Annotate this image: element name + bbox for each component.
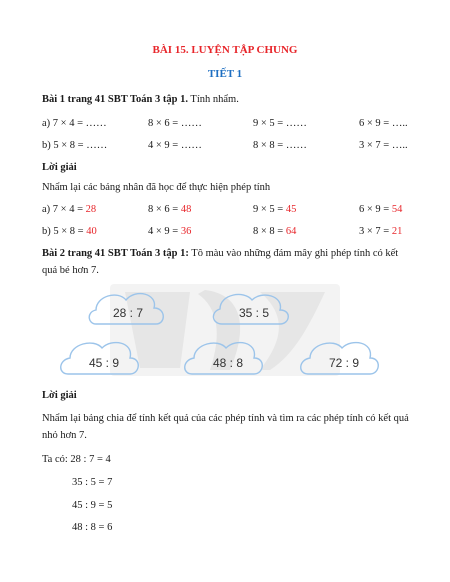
solution-2-heading: Lời giải — [42, 390, 77, 401]
exercise-1-prompt — [42, 94, 239, 105]
solution-2-lead: Ta có: 28 : 7 = 4 — [42, 454, 111, 465]
answer-value: 28 — [85, 204, 97, 215]
answer-cell — [148, 204, 191, 215]
exercise-2-prompt — [42, 245, 412, 279]
problem-cell: 9 × 5 = …… — [253, 118, 307, 129]
solution-2-line: 35 : 5 = 7 — [72, 477, 113, 488]
answer-expr: b) 5 × 8 = — [42, 226, 87, 237]
cloud-label: 48 : 8 — [212, 356, 244, 370]
answer-expr: 4 × 9 = — [148, 226, 181, 237]
answer-value: 48 — [180, 204, 192, 215]
answer-expr: 3 × 7 = — [359, 226, 392, 237]
solution-1-heading: Lời giải — [42, 162, 77, 173]
answer-cell — [148, 226, 191, 237]
page-subtitle: TIẾT 1 — [207, 68, 243, 80]
solution-2-line: 48 : 8 = 6 — [72, 522, 113, 533]
problem-cell: 8 × 6 = …… — [148, 118, 202, 129]
answer-cell — [359, 204, 402, 215]
answer-value: 40 — [86, 226, 97, 237]
exercise-1-instruction: Tính nhẩm. — [187, 94, 239, 105]
solution-2-line: 45 : 9 = 5 — [72, 500, 113, 511]
answer-cell — [42, 226, 97, 237]
cloud-label: 45 : 9 — [88, 356, 120, 370]
cloud-label: 28 : 7 — [112, 306, 144, 320]
answer-cell — [253, 226, 296, 237]
answer-cell — [359, 226, 402, 237]
answer-expr: 9 × 5 = — [253, 204, 286, 215]
cloud-label: 72 : 9 — [328, 356, 360, 370]
answer-value: 36 — [180, 226, 192, 237]
answer-expr: a) 7 × 4 = — [42, 204, 86, 215]
answer-value: 64 — [285, 226, 297, 237]
solution-1-row-b — [42, 226, 422, 240]
problem-cell: a) 7 × 4 = …… — [42, 118, 107, 129]
problem-cell: 6 × 9 = ….. — [359, 118, 408, 129]
answer-cell — [42, 204, 96, 215]
exercise-1-row-a — [42, 118, 422, 132]
exercise-2-heading: Bài 2 trang 41 SBT Toán 3 tập 1: — [42, 248, 189, 259]
solution-2-text: Nhẩm lại bảng chia để tính kết quả của các phép tính và tìm ra các phép tính có kết quả nhỏ hơn 7. — [42, 413, 409, 441]
problem-cell: 3 × 7 = ….. — [359, 140, 408, 151]
cloud-label: 35 : 5 — [238, 306, 270, 320]
answer-cell — [253, 204, 296, 215]
exercise-1-row-b — [42, 140, 422, 154]
problem-cell: b) 5 × 8 = …… — [42, 140, 108, 151]
answer-value: 54 — [391, 204, 403, 215]
answer-expr: 8 × 8 = — [253, 226, 286, 237]
answer-value: 21 — [391, 226, 403, 237]
problem-cell: 8 × 8 = …… — [253, 140, 307, 151]
exercise-2-instruction: Tô màu vào những đám mây ghi phép tính có kết quả bé hơn 7. — [42, 248, 399, 276]
exercise-1-heading: Bài 1 trang 41 SBT Toán 3 tập 1. — [42, 94, 188, 105]
answer-value: 45 — [285, 204, 297, 215]
answer-expr: 8 × 6 = — [148, 204, 181, 215]
solution-1-text: Nhẩm lại các bảng nhân đã học để thực hiện phép tính — [42, 182, 271, 193]
answer-expr: 6 × 9 = — [359, 204, 392, 215]
problem-cell: 4 × 9 = …… — [148, 140, 202, 151]
page-title: BÀI 15. LUYỆN TẬP CHUNG — [152, 44, 298, 56]
solution-1-row-a — [42, 204, 422, 218]
